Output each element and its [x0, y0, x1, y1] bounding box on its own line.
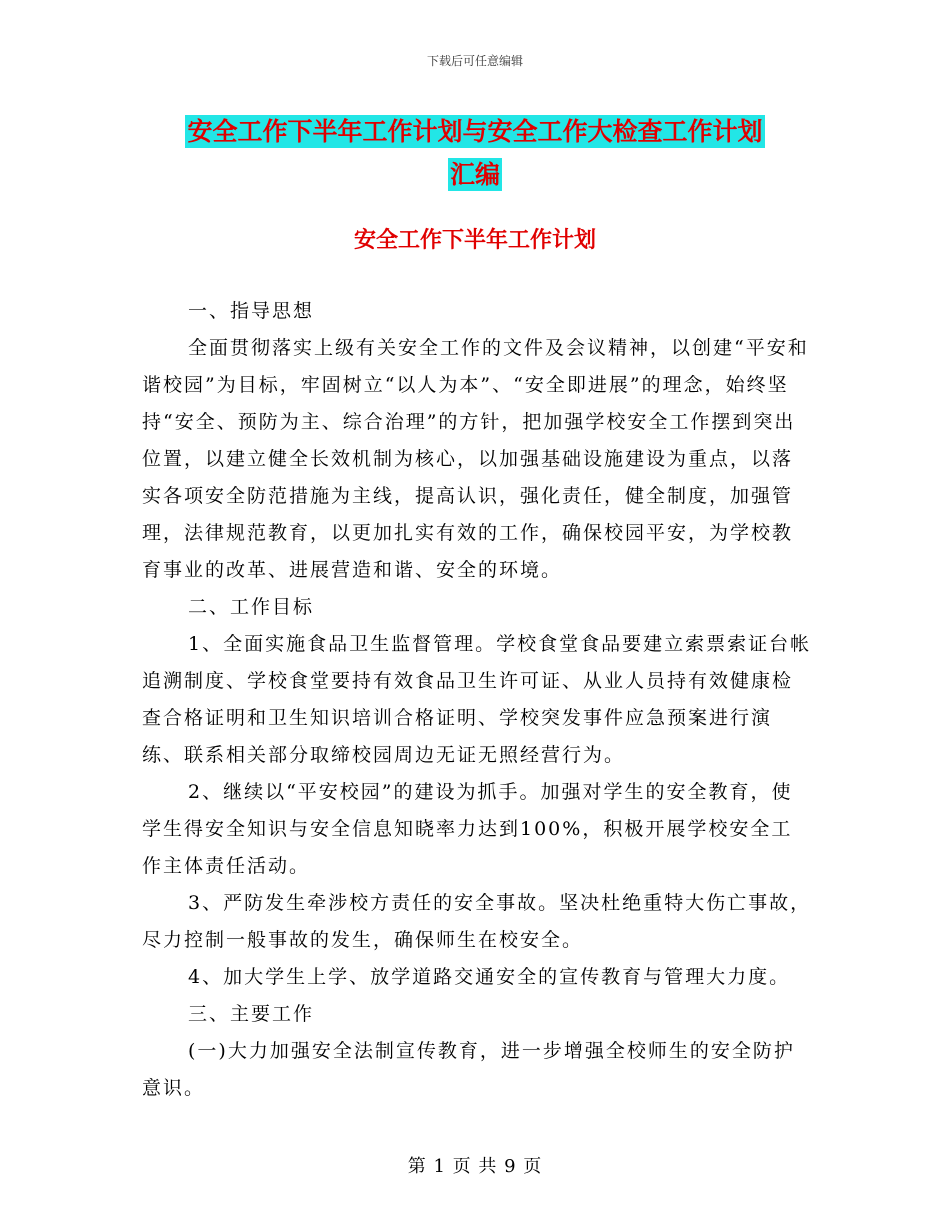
heading-work-goals: 二、工作目标	[188, 596, 315, 618]
paragraph-goal-3: 3、严防发生牵涉校方责任的安全事故。坚决杜绝重特大伤亡事故，尽力控制一般事故的发生，确保师生在校安全。	[142, 892, 812, 951]
page-number-footer: 第 1 页 共 9 页	[407, 1156, 543, 1177]
document-title-line-1: 安全工作下半年工作计划与安全工作大检查工作计划	[187, 117, 763, 146]
heading-guiding-thought: 一、指导思想	[188, 300, 315, 322]
document-body	[142, 293, 812, 1107]
paragraph-main-work-1: (一)大力加强安全法制宣传教育，进一步增强全校师生的安全防护意识。	[142, 1040, 795, 1099]
heading-main-work: 三、主要工作	[188, 1003, 315, 1025]
document-title	[0, 110, 950, 196]
paragraph-goal-2: 2、继续以“平安校园”的建设为抓手。加强对学生的安全教育，使学生得安全知识与安全信息知晓率力达到100%，积极开展学校安全工作主体责任活动。	[142, 781, 793, 877]
paragraph-guiding-thought: 全面贯彻落实上级有关安全工作的文件及会议精神，以创建“平安和谐校园”为目标，牢固树立“以人为本”、“安全即进展”的理念，始终坚持“安全、预防为主、综合治理”的方针，把加强学校安全工作摆到突出位置，以建立健全长效机制为核心，以加强基础设施建设为重点，以落实各项安全防范措施为主线，提高认识，强化责任，健全制度，加强管理，法律规范教育，以更加扎实有效的工作，确保校园平安，为学校教育事业的改革、进展营造和谐、安全的环境。	[142, 337, 809, 581]
paragraph-goal-1: 1、全面实施食品卫生监督管理。学校食堂食品要建立索票索证台帐追溯制度、学校食堂要持有效食品卫生许可证、从业人员持有效健康检查合格证明和卫生知识培训合格证明、学校突发事件应急预案进行演练、联系相关部分取缔校园周边无证无照经营行为。	[142, 633, 812, 766]
page-header: 下载后可任意编辑	[426, 54, 523, 68]
section-title: 安全工作下半年工作计划	[353, 228, 596, 253]
paragraph-goal-4: 4、加大学生上学、放学道路交通安全的宣传教育与管理大力度。	[188, 966, 791, 988]
document-title-line-2: 汇编	[449, 160, 500, 189]
